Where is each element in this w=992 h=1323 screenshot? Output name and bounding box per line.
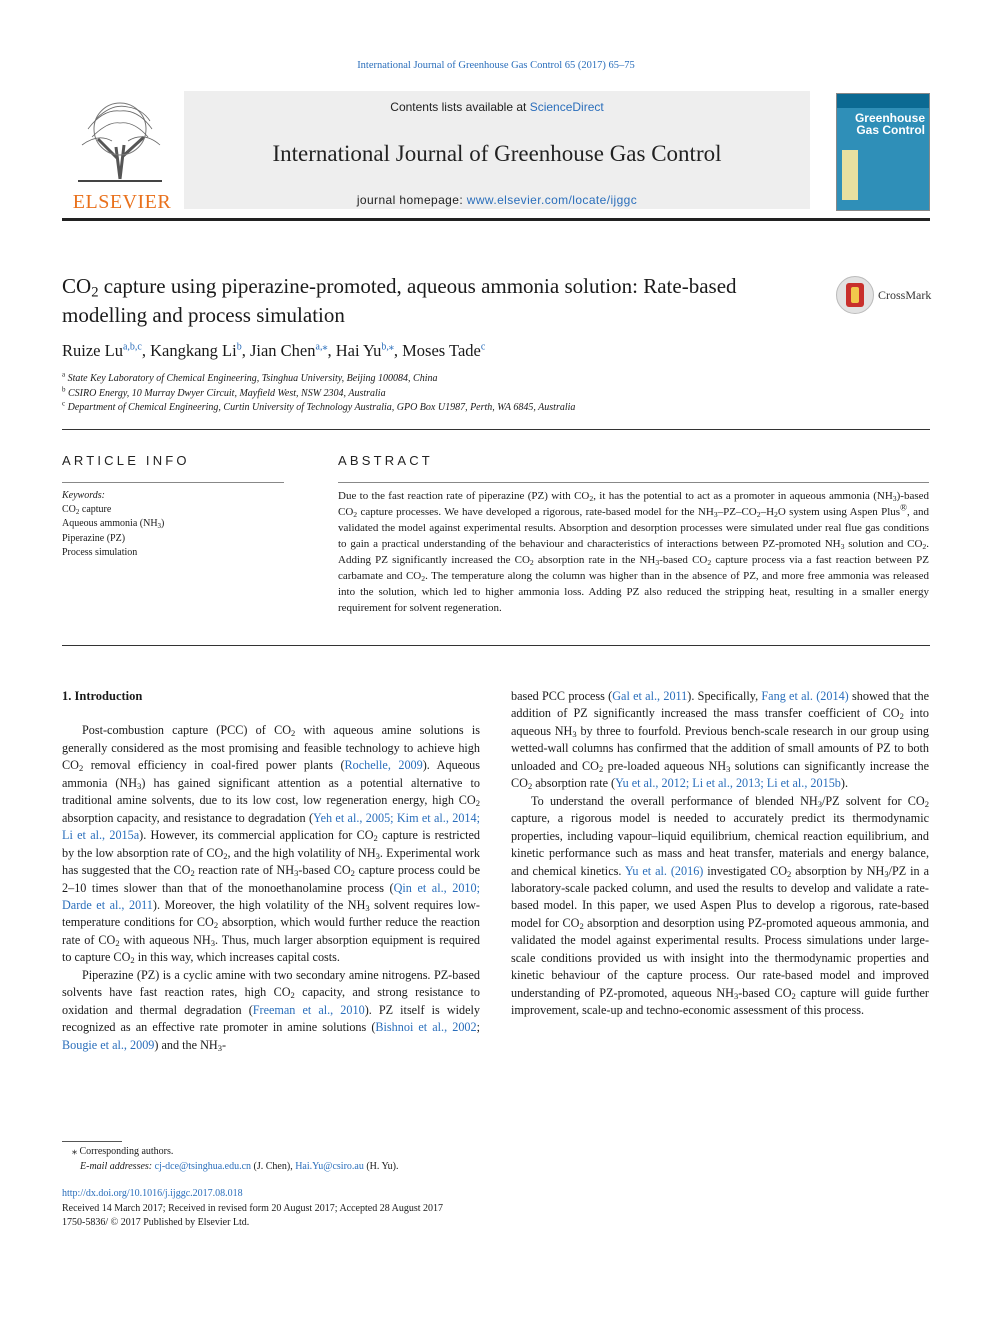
affiliation: $^b$ CSIRO Energy, 10 Murray Dwyer Circuit, Mayfield West, NSW 2304, Australia <box>62 385 386 399</box>
citation-link[interactable]: Qin et al., 2010; Darde et al., 2011 <box>62 880 481 912</box>
elsevier-tree-icon <box>68 99 172 183</box>
author-name[interactable]: Kangkang Li <box>150 341 237 360</box>
journal-header <box>62 91 930 213</box>
elsevier-wordmark: ELSEVIER <box>72 191 172 213</box>
affiliation-divider <box>62 429 930 430</box>
contents-prefix: Contents lists available at <box>390 100 530 114</box>
crossmark-icon <box>836 276 874 314</box>
author-name[interactable]: Ruize Lu <box>62 341 123 360</box>
email-link[interactable]: Hai.Yu@csiro.au <box>295 1160 364 1172</box>
received-dates: Received 14 March 2017; Received in revised form 20 August 2017; Accepted 28 August 2017 <box>62 1202 444 1214</box>
email-note: E-mail addresses: cj-dce@tsinghua.edu.cn (J. Chen), Hai.Yu@csiro.au (H. Yu). <box>80 1160 399 1172</box>
abstract-bottom-divider <box>62 645 930 646</box>
author-affiliation-marker[interactable]: b,⁎ <box>381 341 394 353</box>
section-heading: 1. Introduction <box>62 689 143 703</box>
abstract-divider <box>338 482 929 483</box>
keyword: Piperazine (PZ) <box>62 532 126 544</box>
keyword: $CO_2$ capture <box>62 504 112 516</box>
author-name[interactable]: Hai Yu <box>335 341 382 360</box>
homepage-link[interactable]: www.elsevier.com/locate/ijggc <box>466 193 638 207</box>
paragraph: Post-combustion capture (PCC) of $CO_2$ with aqueous amine solutions is generally considered as the most promising and feasible technology to achieve high $CO_2$ removal efficiency in coal-fired power plants (Rochelle, 2009). Aqueous ammonia $(NH_3)$ has gained significant attention as a potential alternative to traditional amine solvents, due to its low cost, low regeneration energy, high $CO_2$ absorption capacity, and resistance to degradation (Yeh et al., 2005; Kim et al., 2014; Li et al., 2015a). However, its commercial application for $CO_2$ capture is restricted by the low absorption rate of $CO_2$, and the high volatility of $NH_3$. Experimental work has suggested that the $CO_2$ reaction rate of $NH_3$-based $CO_2$ capture process could be 2–10 times slower than that of the monoethanolamine process (Qin et al., 2010; Darde et al., 2011). Moreover, the high volatility of the $NH_3$ solvent requires low-temperature conditions for $CO_2$ absorption, which would further reduce the reaction rate of $CO_2$ with aqueous $NH_3$. Thus, much larger absorption equipment is required to capture $CO_2$ in this way, which increases capital costs. <box>62 723 481 966</box>
citation-link[interactable]: Yu et al. (2016) <box>624 863 704 878</box>
crossmark-badge[interactable] <box>836 276 936 316</box>
author-list: Ruize Lu$^{a,b,c}$, Kangkang Li$^b$, Jian Chen$^{a,⁎}$, Hai $Yu^{b,⁎}$, Moses Tade$^c$ <box>62 341 486 360</box>
corresponding-note: ⁎ Corresponding authors. <box>72 1146 174 1157</box>
article-info-heading: ARTICLE INFO <box>62 453 190 468</box>
journal-banner <box>184 91 810 209</box>
citation-link[interactable]: Freeman et al., 2010 <box>252 1002 365 1017</box>
journal-cover-image <box>836 93 930 211</box>
keyword: Process simulation <box>62 546 138 558</box>
keywords-block <box>62 489 284 560</box>
email-link[interactable]: cj-dce@tsinghua.edu.cn <box>154 1160 252 1172</box>
author-affiliation-marker[interactable]: c <box>480 341 486 353</box>
keywords-label: Keywords: <box>62 490 105 501</box>
author-affiliation-marker[interactable]: a,b,c <box>122 341 142 353</box>
citation-link[interactable]: Rochelle, 2009 <box>344 758 423 773</box>
affiliation: $^a$ State Key Laboratory of Chemical Engineering, Tsinghua University, Beijing 100084, China <box>62 370 438 384</box>
journal-homepage <box>184 193 810 207</box>
affiliation: $^c$ Department of Chemical Engineering, Curtin University of Technology Australia, GPO Box U1987, Perth, WA 6845, Australia <box>62 399 576 413</box>
paragraph: based PCC process (Gal et al., 2011). Specifically, Fang et al. (2014) showed that the addition of PZ significantly increased the mass transfer coefficient of $CO_2$ into aqueous $NH_3$ by three to fourfold. Previous bench-scale research in our group using wetted-wall columns has confirmed that the addition of small amounts of PZ to both unloaded and $CO_2$ pre-loaded aqueous $NH_3$ solutions can significantly increase the $CO_2$ absorption rate (Yu et al., 2012; Li et al., 2013; Li et al., 2015b). <box>511 689 930 792</box>
header-divider <box>62 218 930 221</box>
author-name[interactable]: Moses Tade <box>402 341 481 360</box>
paragraph: To understand the overall performance of blended $NH_3/PZ$ solvent for $CO_2$ capture, a rigorous model is needed to accurately predict its thermodynamic properties, including vapour–liquid equilibrium, chemical reaction equilibrium, and kinetic performance such as mass and heat transfer, materials and energy balance, and chemical kinetics. Yu et al. (2016) investigated $CO_2$ absorption by $NH_3/PZ$ in a laboratory-scale packed column, and used the results to develop and validate a rate-based model. In this paper, we used Aspen Plus to develop a rigorous, rate-based model for $CO_2$ absorption and desorption using PZ-promoted aqueous ammonia, and validated the model against experimental results. Process simulations under large-scale conditions provided us with insight into the thermodynamic properties and kinetic behaviour of the capture process. Our rate-based model and improved understanding of PZ-promoted, aqueous $NH_3$-based $CO_2$ capture will guide further improvement, scale-up and techno-economic assessment of this process. <box>511 793 929 1018</box>
author-name[interactable]: Jian Chen <box>249 341 316 360</box>
citation-link[interactable]: Bishnoi et al., 2002 <box>375 1020 477 1035</box>
keyword: Aqueous ammonia $(NH_3)$ <box>62 518 165 531</box>
citation-link[interactable]: Bougie et al., 2009 <box>62 1037 155 1052</box>
affiliations <box>62 372 922 416</box>
homepage-prefix: journal homepage: <box>356 193 467 207</box>
doi-link[interactable]: http://dx.doi.org/10.1016/j.ijggc.2017.08.018 <box>62 1188 243 1199</box>
copyright: 1750-5836/ © 2017 Published by Elsevier Ltd. <box>62 1217 250 1228</box>
footnotes <box>62 1145 662 1174</box>
journal-title: International Journal of Greenhouse Gas Control <box>272 141 722 166</box>
publication-info <box>62 1187 762 1231</box>
contents-availability <box>184 100 810 114</box>
article-info-divider <box>62 482 284 483</box>
citation-link[interactable]: Gal et al., 2011 <box>612 689 688 703</box>
author-affiliation-marker[interactable]: b <box>236 341 242 353</box>
crossmark-label: CrossMark <box>878 288 932 302</box>
journal-reference-link[interactable]: International Journal of Greenhouse Gas Control 65 (2017) 65–75 <box>357 60 635 71</box>
paragraph: Piperazine (PZ) is a cyclic amine with two secondary amine nitrogens. PZ-based solvents have fast reaction rates, high $CO_2$ capacity, and strong resistance to oxidation and thermal degradation (Freeman et al., 2010). PZ itself is widely recognized as an effective rate promoter in amine solutions (Bishnoi et al., 2002; Bougie et al., 2009) and the $NH_3-$ <box>62 967 480 1053</box>
sciencedirect-link[interactable]: ScienceDirect <box>529 100 604 114</box>
author-affiliation-marker[interactable]: a,⁎ <box>315 341 328 353</box>
article-title: $CO_2$ capture using piperazine-promoted, aqueous ammonia solution: Rate-based modelling and process simulation <box>62 274 737 327</box>
body-column-left <box>62 688 480 1054</box>
citation-link[interactable]: Yeh et al., 2005; Kim et al., 2014; Li et al., 2015a <box>62 810 480 843</box>
body-column-right <box>511 688 929 1020</box>
elsevier-logo <box>62 91 182 213</box>
abstract-text: Due to the fast reaction rate of piperazine (PZ) with $CO_2$, it has the potential to act as a promoter in aqueous ammonia $(NH_3)$-based $CO_2$ capture processes. We have developed a rigorous, rate-based model for the $NH_3-PZ-CO_2-H_2O$ system using Aspen Plus®, and validated the model against experimental results. Absorption and desorption processes were simulated under real flue gas conditions to gain a practical understanding of the behaviour and characteristics of interactions between PZ-promoted $NH_3$ solution and $CO_2$. Adding PZ significantly increased the $CO_2$ absorption rate in the $NH_3$-based $CO_2$ capture process via a fast reaction between PZ carbamate and $CO_2$. The temperature along the column was higher than in the absence of PZ, and more free ammonia was released into the solution, which led to higher ammonia loss. Adding PZ also reduced the stripping heat, resulting in a smaller energy requirement for solvent regeneration. <box>338 490 929 614</box>
abstract-heading: ABSTRACT <box>338 453 433 468</box>
footnote-divider <box>62 1141 122 1142</box>
citation-link[interactable]: Yu et al., 2012; Li et al., 2013; Li et al., 2015b <box>615 776 841 791</box>
cover-title: Greenhouse Gas Control <box>854 111 925 137</box>
email-label: E-mail addresses: <box>80 1160 153 1172</box>
citation-link[interactable]: Fang et al. (2014) <box>761 689 849 703</box>
